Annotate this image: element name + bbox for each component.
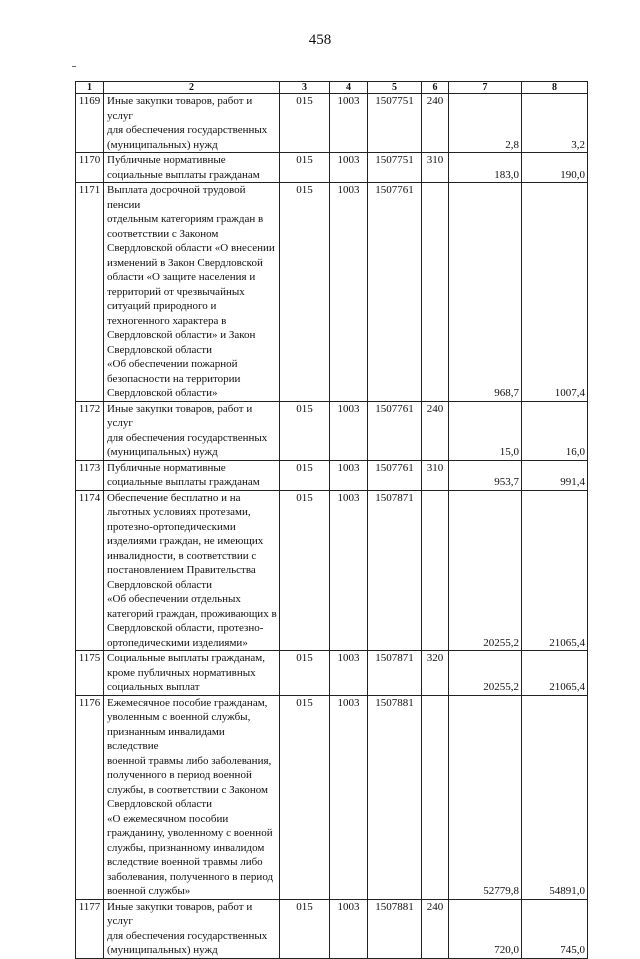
- description-line: Свердловской области, протезно-: [107, 622, 264, 634]
- description-line: Иные закупки товаров, работ и услуг: [107, 95, 253, 122]
- expense-type-cell: [422, 490, 449, 651]
- amount-col8-cell: 1007,4: [522, 183, 588, 402]
- description-line: для обеспечения государственных: [107, 431, 268, 444]
- description-line: отдельным категориям граждан в: [107, 213, 264, 225]
- target-article-cell: 1507761: [368, 183, 422, 402]
- admin-code-cell: 015: [280, 94, 330, 153]
- row-number-cell: 1174: [76, 490, 104, 651]
- target-article-cell: 1507751: [368, 153, 422, 183]
- description-line: Свердловской области «О внесении: [107, 242, 275, 254]
- description-line: Свердловской области» и Закон: [107, 329, 256, 341]
- expense-type-cell: 240: [422, 94, 449, 153]
- description-line: социальные выплаты гражданам: [107, 168, 260, 181]
- description-line: вследствие военной травмы либо: [107, 856, 263, 868]
- description-line: изменений в Закон Свердловской: [107, 256, 263, 269]
- description-line: «Об обеспечении пожарной: [107, 358, 238, 370]
- table-row: [76, 490, 588, 651]
- amount-col8-cell: 21065,4: [522, 490, 588, 651]
- description-line: ситуаций природного и: [107, 300, 217, 312]
- description-line: для обеспечения государственных: [107, 124, 268, 136]
- amount-col8-cell: 190,0: [522, 153, 588, 183]
- description-cell: [104, 899, 280, 958]
- description-line: изделиями граждан, не имеющих: [107, 535, 264, 547]
- description-line: службы, признанному инвалидом: [107, 841, 265, 854]
- description-line: ортопедическими изделиями»: [107, 636, 248, 649]
- description-line: (муниципальных) нужд: [107, 446, 218, 458]
- expense-type-cell: 310: [422, 460, 449, 490]
- amount-col7-cell: 720,0: [449, 899, 522, 958]
- description-line: Публичные нормативные: [107, 154, 226, 166]
- description-line: для обеспечения государственных: [107, 929, 268, 942]
- target-article-cell: 1507881: [368, 899, 422, 958]
- description-line: Иные закупки товаров, работ и услуг: [107, 402, 253, 429]
- amount-col7-cell: 52779,8: [449, 695, 522, 899]
- description-line: (муниципальных) нужд: [107, 138, 218, 151]
- row-number-cell: 1172: [76, 401, 104, 460]
- description-line: «О ежемесячном пособии: [107, 812, 229, 825]
- description-line: территорий от чрезвычайных: [107, 285, 245, 298]
- column-header: 1: [76, 82, 104, 94]
- description-line: Свердловской области: [107, 343, 212, 356]
- row-number-cell: 1171: [76, 183, 104, 402]
- description-line: инвалидности, в соответствии с: [107, 549, 257, 562]
- expense-type-cell: 310: [422, 153, 449, 183]
- description-cell: [104, 490, 280, 651]
- row-number-cell: 1175: [76, 651, 104, 696]
- description-cell: [104, 695, 280, 899]
- table-row: [76, 153, 588, 183]
- row-number-cell: 1173: [76, 460, 104, 490]
- table-row: [76, 183, 588, 402]
- description-cell: [104, 183, 280, 402]
- section-code-cell: 1003: [330, 153, 368, 183]
- description-line: военной травмы либо заболевания,: [107, 754, 272, 767]
- description-line: заболевания, полученного в период: [107, 870, 274, 883]
- amount-col8-cell: 3,2: [522, 94, 588, 153]
- description-line: постановлением Правительства: [107, 564, 256, 576]
- description-line: кроме публичных нормативных: [107, 666, 256, 679]
- table-row: [76, 460, 588, 490]
- description-line: признанным инвалидами вследствие: [107, 725, 225, 752]
- description-line: социальные выплаты гражданам: [107, 476, 260, 488]
- amount-col8-cell: 16,0: [522, 401, 588, 460]
- margin-tick-mark: [72, 66, 76, 67]
- row-number-cell: 1169: [76, 94, 104, 153]
- description-line: социальных выплат: [107, 681, 200, 693]
- description-line: льготных условиях протезами,: [107, 506, 251, 518]
- admin-code-cell: 015: [280, 651, 330, 696]
- target-article-cell: 1507761: [368, 460, 422, 490]
- amount-col7-cell: 15,0: [449, 401, 522, 460]
- target-article-cell: 1507871: [368, 651, 422, 696]
- column-header: 8: [522, 82, 588, 94]
- column-header: 7: [449, 82, 522, 94]
- description-cell: [104, 460, 280, 490]
- amount-col8-cell: 54891,0: [522, 695, 588, 899]
- target-article-cell: 1507761: [368, 401, 422, 460]
- description-line: Свердловской области: [107, 578, 212, 591]
- table-row: [76, 651, 588, 696]
- row-number-cell: 1176: [76, 695, 104, 899]
- admin-code-cell: 015: [280, 490, 330, 651]
- budget-table: [75, 81, 588, 959]
- amount-col7-cell: 20255,2: [449, 490, 522, 651]
- description-line: (муниципальных) нужд: [107, 944, 218, 956]
- description-line: Ежемесячное пособие гражданам,: [107, 696, 268, 709]
- expense-type-cell: 320: [422, 651, 449, 696]
- description-cell: [104, 401, 280, 460]
- header-row: [76, 82, 588, 94]
- section-code-cell: 1003: [330, 899, 368, 958]
- description-cell: [104, 651, 280, 696]
- table-body: [76, 94, 588, 959]
- column-header: 6: [422, 82, 449, 94]
- description-line: Социальные выплаты гражданам,: [107, 652, 265, 664]
- description-line: Свердловской области: [107, 798, 212, 810]
- description-line: «Об обеспечении отдельных: [107, 593, 241, 605]
- target-article-cell: 1507751: [368, 94, 422, 153]
- amount-col8-cell: 21065,4: [522, 651, 588, 696]
- section-code-cell: 1003: [330, 651, 368, 696]
- description-line: службы, в соответствии с Законом: [107, 783, 268, 796]
- row-number-cell: 1170: [76, 153, 104, 183]
- column-header: 2: [104, 82, 280, 94]
- target-article-cell: 1507881: [368, 695, 422, 899]
- amount-col7-cell: 953,7: [449, 460, 522, 490]
- expense-type-cell: 240: [422, 401, 449, 460]
- section-code-cell: 1003: [330, 490, 368, 651]
- table-row: [76, 94, 588, 153]
- table-row: [76, 695, 588, 899]
- amount-col7-cell: 2,8: [449, 94, 522, 153]
- expense-type-cell: [422, 695, 449, 899]
- table-row: [76, 899, 588, 958]
- admin-code-cell: 015: [280, 401, 330, 460]
- description-cell: [104, 94, 280, 153]
- section-code-cell: 1003: [330, 401, 368, 460]
- amount-col7-cell: 183,0: [449, 153, 522, 183]
- section-code-cell: 1003: [330, 94, 368, 153]
- admin-code-cell: 015: [280, 183, 330, 402]
- description-line: безопасности на территории: [107, 372, 241, 385]
- description-line: категорий граждан, проживающих в: [107, 607, 277, 620]
- expense-type-cell: [422, 183, 449, 402]
- amount-col7-cell: 968,7: [449, 183, 522, 402]
- amount-col7-cell: 20255,2: [449, 651, 522, 696]
- section-code-cell: 1003: [330, 460, 368, 490]
- description-line: Свердловской области»: [107, 387, 218, 399]
- description-line: Обеспечение бесплатно и на: [107, 491, 241, 504]
- admin-code-cell: 015: [280, 899, 330, 958]
- description-line: соответствии с Законом: [107, 227, 219, 240]
- admin-code-cell: 015: [280, 460, 330, 490]
- description-line: Выплата досрочной трудовой пенсии: [107, 184, 246, 211]
- description-line: военной службы»: [107, 885, 191, 897]
- table-row: [76, 401, 588, 460]
- section-code-cell: 1003: [330, 183, 368, 402]
- column-header: 4: [330, 82, 368, 94]
- description-line: гражданину, уволенному с военной: [107, 827, 273, 839]
- amount-col8-cell: 745,0: [522, 899, 588, 958]
- expense-type-cell: 240: [422, 899, 449, 958]
- column-header: 3: [280, 82, 330, 94]
- page-number: 458: [308, 32, 332, 48]
- description-cell: [104, 153, 280, 183]
- admin-code-cell: 015: [280, 153, 330, 183]
- description-line: протезно-ортопедическими: [107, 520, 236, 533]
- description-line: техногенного характера в: [107, 314, 227, 327]
- description-line: полученного в период военной: [107, 769, 252, 781]
- description-line: Иные закупки товаров, работ и услуг: [107, 900, 253, 927]
- description-line: области «О защите населения и: [107, 271, 256, 283]
- admin-code-cell: 015: [280, 695, 330, 899]
- description-line: Публичные нормативные: [107, 461, 226, 474]
- row-number-cell: 1177: [76, 899, 104, 958]
- budget-table-container: [75, 81, 587, 959]
- amount-col8-cell: 991,4: [522, 460, 588, 490]
- target-article-cell: 1507871: [368, 490, 422, 651]
- section-code-cell: 1003: [330, 695, 368, 899]
- column-header: 5: [368, 82, 422, 94]
- description-line: уволенным с военной службы,: [107, 711, 251, 723]
